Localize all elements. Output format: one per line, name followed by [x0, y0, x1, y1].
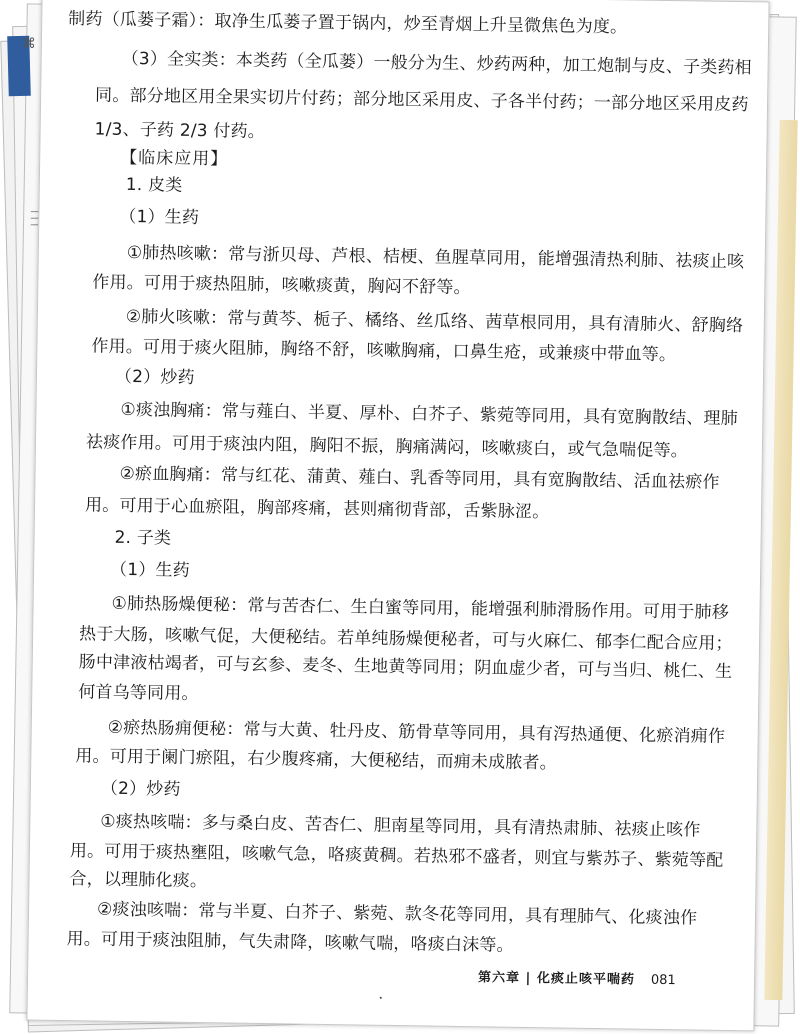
chapter-title: 第六章 | 化痰止咳平喘药	[477, 970, 635, 988]
text-line: 作用。可用于痰火阻肺，胸络不舒，咳嗽胸痛，口鼻生疮，或兼痰中带血等。	[91, 336, 677, 366]
text-line: 用。可用于心血瘀阻，胸部疼痛，甚则痛彻背部，舌紫脉涩。	[84, 495, 550, 523]
text-line: ②瘀热肠痈便秘：常与大黄、牡丹皮、筋骨草等同用，具有泻热通便、化瘀消痈作	[107, 717, 726, 747]
text-line: 作用。可用于痰热阻肺，咳嗽痰黄，胸闷不舒等。	[92, 272, 471, 299]
side-edge-mark: | | |	[30, 210, 41, 227]
subsection-heading: （2）炒药	[100, 778, 181, 800]
text-line: 肠中津液枯竭者，可与玄参、麦冬、生地黄等同用；阴血虚少者，可与当归、桃仁、生	[78, 652, 733, 682]
section-heading: 【临床应用】	[120, 147, 229, 170]
subsection-heading: （1）生药	[109, 559, 191, 581]
text-line: ①肺热咳嗽：常与浙贝母、芦根、桔梗、鱼腥草同用，能增强清热利肺、祛痰止咳	[126, 242, 745, 273]
text-line: 用。可用于阑门瘀阻，右少腹疼痛，大便秘结，而痈未成脓者。	[75, 746, 558, 774]
text-line: ①痰热咳喘：多与桑白皮、苦杏仁、胆南星等同用，具有清热肃肺、祛痰止咳作	[100, 811, 701, 841]
text-line: 同。部分地区用全果实切片付药；部分地区采用皮、子各半付药；一部分地区采用皮药	[94, 85, 749, 116]
text-line: ①痰浊胸痛：常与薤白、半夏、厚朴、白芥子、紫菀等同用，具有宽胸散结、理肺	[120, 399, 739, 430]
text-line: ②瘀血胸痛：常与红花、蒲黄、薤白、乳香等同用，具有宽胸散结、活血祛瘀作	[119, 463, 720, 493]
subsection-heading: （2）炒药	[114, 366, 195, 388]
subsection-heading: 2. 子类	[114, 527, 172, 549]
text-line: 1/3、子药 2/3 付药。	[94, 119, 266, 142]
document-page	[26, 0, 769, 1031]
page-number: 081	[650, 972, 676, 989]
page-footer	[478, 966, 676, 988]
text-line: 用。可用于痰浊阻肺，气失肃降，咳嗽气喘，咯痰白沫等。	[66, 929, 514, 956]
corner-mark-icon: ⌘	[22, 36, 36, 52]
subsection-heading: 1. 皮类	[125, 174, 183, 196]
text-line: ②痰浊咳喘：常与半夏、白芥子、紫菀、款冬花等同用，具有理肺气、化痰浊作	[96, 899, 698, 929]
text-line: 制药（瓜蒌子霜）：取净生瓜蒌子置于锅内，炒至青烟上升呈微焦色为度。	[68, 9, 628, 38]
subsection-heading: （1）生药	[119, 206, 200, 229]
text-line: （3）全实类：本类药（全瓜蒌）一般分为生、炒药两种，加工炮制与皮、子类药相	[121, 48, 752, 79]
text-line: 祛痰作用。可用于痰浊内阻，胸阳不振，胸痛满闷，咳嗽痰白，或气急喘促等。	[85, 432, 689, 462]
text-line: 何首乌等同用。	[78, 682, 199, 705]
text-line: ②肺火咳嗽：常与黄芩、栀子、橘络、丝瓜络、茜草根同用，具有清肺火、舒胸络	[125, 306, 744, 337]
text-line: ①肺热肠燥便秘：常与苦杏仁、生白蜜等同用，能增强利肺滑肠作用。可用于肺移	[111, 593, 730, 623]
text-line: 热于大肠，咳嗽气促，大便秘结。若单纯肠燥便秘者，可与火麻仁、郁李仁配合应用；	[78, 624, 733, 654]
print-speck	[380, 997, 382, 999]
text-line: 合，以理肺化痰。	[69, 869, 208, 892]
text-line: 用。可用于痰热壅阻，咳嗽气急，咯痰黄稠。若热邪不盛者，则宜与紫苏子、紫菀等配	[69, 841, 724, 871]
